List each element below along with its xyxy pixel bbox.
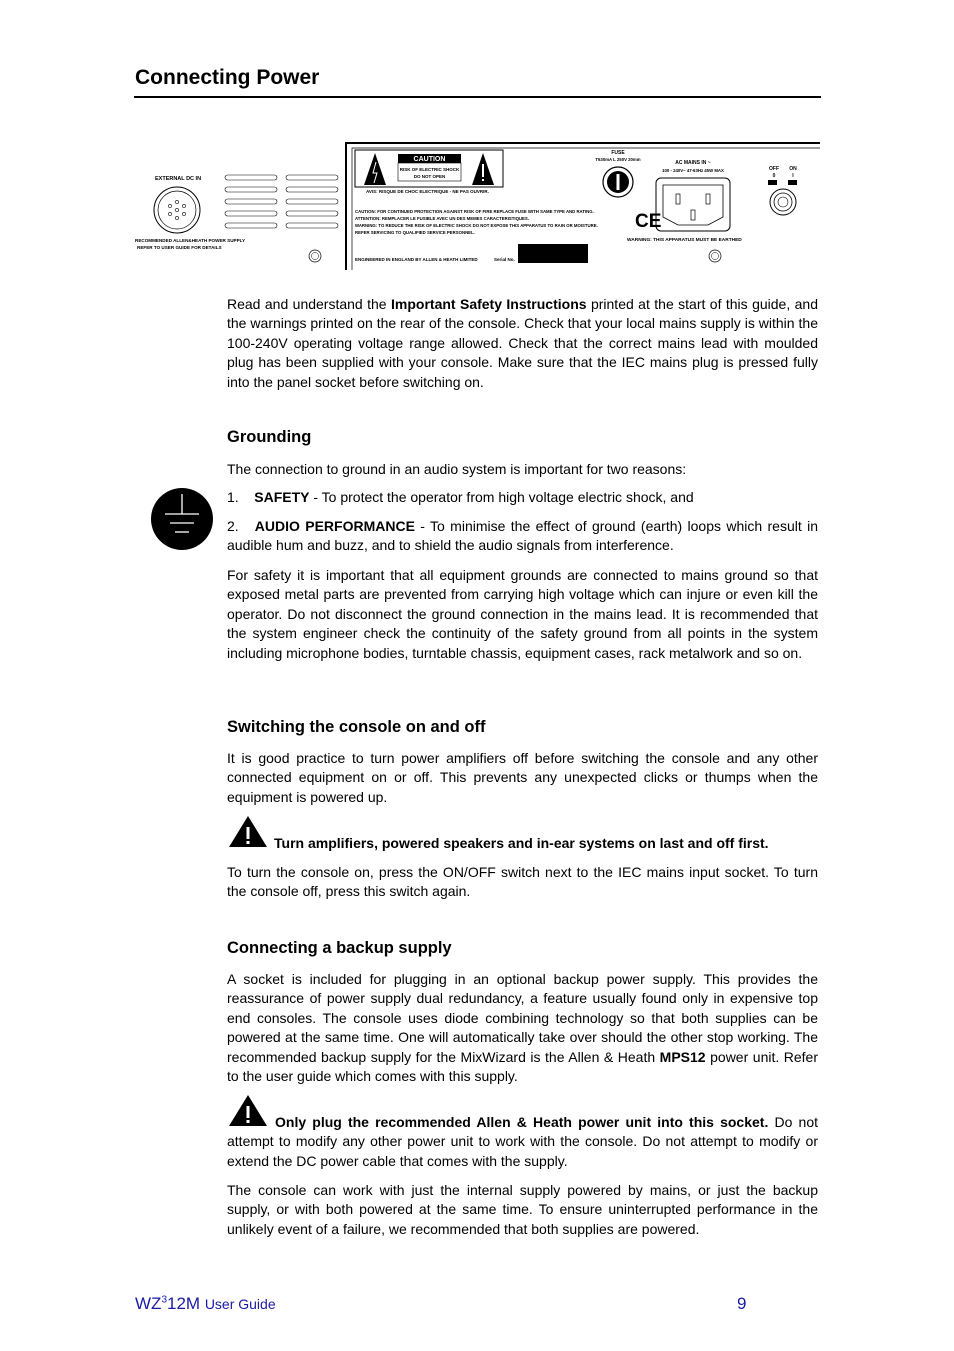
backup-heading: Connecting a backup supply [227, 939, 452, 957]
caution-text-1: CAUTION: FOR CONTINUED PROTECTION AGAINST RISK OF FIRE REPLACE FUSE WITH SAME TYPE AND RATING. [355, 209, 594, 214]
caution-line-2: DO NOT OPEN [413, 174, 446, 179]
caution-text-2: ATTENTION: REMPLACER LE FUSIBLE AVEC UN DES MEMES CARACTERISTIQUES. [355, 216, 529, 221]
page-title: Connecting Power [135, 66, 320, 89]
vent-slots [225, 175, 338, 228]
intro-paragraph [227, 295, 818, 392]
item-2-number: 2. [227, 518, 239, 534]
grounding-item-2 [227, 517, 818, 556]
serial-plate [518, 244, 588, 263]
on-symbol: I [792, 173, 794, 179]
backup-p1-bold: MPS12 [659, 1048, 706, 1065]
grounding-item-1 [227, 488, 818, 507]
ac-spec: 100 - 240V~ 47-63Hz 45W MAX [662, 168, 724, 173]
external-dc-label: EXTERNAL DC IN [155, 176, 202, 182]
ce-mark: CE [635, 211, 662, 232]
footer-model-name: WZ [135, 1294, 162, 1313]
switching-para1-text: It is good practice to turn power amplifiers off before switching the console and any other connected equipment on or off. This prevents any unexpected clicks or thumps when the equipment is powered up. [227, 750, 818, 805]
screw-icon-2 [709, 250, 721, 262]
backup-warning-bold: Only plug the recommended Allen & Heath power unit into this socket. [275, 1114, 769, 1130]
caution-text-4: REFER SERVICING TO QUALIFIED SERVICE PERSONNEL. [355, 230, 475, 235]
grounding-para-text: For safety it is important that all equipment grounds are connected to mains ground so that exposed metal parts are prevented from carrying high voltage which can injure or even kill the operator. Do not disconnect the ground connection in the mains lead. It is recommended that the system engineer check the continuity of the safety ground from all points in the system including microphone bodies, turntable chassis, equipment cases, rack metalwork and so on. [227, 567, 818, 661]
avis-text: AVIS: RISQUE DE CHOC ELECTRIQUE - NE PAS OUVRIR. [366, 189, 489, 194]
screw-icon [309, 250, 321, 262]
off-label: OFF [769, 166, 779, 172]
backup-warning-text: Do not attempt to modify any other power unit to work with the console. Do not attempt to modify or extend the DC power cable that comes with the supply. [227, 1114, 818, 1169]
ac-mains-label: AC MAINS IN ~ [675, 160, 711, 166]
backup-warning [227, 1113, 818, 1171]
backup-p1-text: A socket is included for plugging in an optional backup power supply. This provides the reassurance of power supply dual redundancy, a feature usually found only in expensive top end consoles. The console uses diode combining technology so that both supplies can be powered at the same time. One will automatically take over should the other stop working. The recommended backup supply for the MixWizard is the Allen & Heath [227, 971, 818, 1065]
title-rule [134, 96, 821, 98]
switching-heading: Switching the console on and off [227, 718, 486, 736]
switching-paragraph-2 [227, 863, 818, 902]
item-1-number: 1. [227, 489, 239, 505]
intro-bold: Important Safety Instructions [391, 296, 587, 312]
serial-label: Serial No. [494, 257, 515, 262]
off-symbol: 0 [772, 173, 776, 179]
ground-symbol-icon [150, 487, 214, 551]
on-label: ON [789, 166, 797, 172]
caution-title: CAUTION [413, 156, 446, 163]
earthed-warning: WARNING: THIS APPARATUS MUST BE EARTHED [627, 238, 742, 243]
fuse-label: FUSE [611, 150, 625, 156]
fuse-rating: T630mA L 250V 20mm [595, 157, 641, 162]
switching-para2-text: To turn the console on, press the ON/OFF switch next to the IEC mains input socket. To turn the console off, press this switch again. [227, 864, 818, 900]
footer-model-sup: 3 [161, 1294, 167, 1306]
footer-guide-label: User Guide [204, 1296, 276, 1312]
intro-text-1: Read and understand the [227, 296, 392, 312]
backup-p1-end: power unit. Refer to the user guide which comes with this supply. [227, 1048, 819, 1085]
backup-para3-text: The console can work with just the internal supply powered by mains, or just the backup supply, or with both powered at the same time. To ensure uninterrupted performance in the unlikely event of a failure, we recommended that both supplies are powered. [227, 1182, 818, 1237]
psu-note-2: REFER TO USER GUIDE FOR DETAILS [137, 245, 222, 250]
item-1-bold: SAFETY [254, 489, 310, 505]
caution-text-3: WARNING: TO REDUCE THE RISK OF ELECTRIC SHOCK DO NOT EXPOSE THIS APPARATUS TO RAIN OR MOISTURE. [355, 223, 598, 228]
intro-text-2: printed at the start of this guide, and the warnings printed on the rear of the console. Check that your local mains supply is within the 100-240V operating voltage range allowed. Check that the correct mains lead with moulded plug has been supplied with your console. Make sure that the IEC mains plug is pressed fully into the panel socket before switching on. [227, 296, 819, 390]
grounding-heading: Grounding [227, 428, 312, 446]
item-1-text: - To protect the operator from high voltage electric shock, and [309, 489, 694, 505]
rear-panel-diagram [130, 140, 825, 270]
switching-warning-text: Turn amplifiers, powered speakers and in-ear systems on last and off first. [274, 835, 769, 851]
item-2-text: - To minimise the effect of ground (earth) loops which result in audible hum and buzz, and to shield the audio signals from interference. [227, 518, 818, 554]
grounding-intro [227, 460, 818, 479]
engineered-text: ENGINEERED IN ENGLAND BY ALLEN & HEATH LIMITED [355, 257, 478, 262]
switching-paragraph-1 [227, 749, 818, 807]
psu-note-1: RECOMMENDED ALLEN&HEATH POWER SUPPLY [135, 238, 246, 243]
page-number: 9 [737, 1294, 747, 1313]
footer-model-suffix: 12M [167, 1294, 201, 1313]
backup-paragraph-3 [227, 1181, 818, 1239]
grounding-intro-text: The connection to ground in an audio system is important for two reasons: [227, 461, 687, 477]
footer-model [135, 1294, 276, 1314]
backup-paragraph-1 [227, 970, 818, 1086]
warning-triangle-icon [228, 815, 268, 848]
dc-socket-icon [154, 187, 200, 233]
switching-warning [274, 834, 834, 853]
iec-socket-icon [656, 178, 730, 231]
item-2-bold: AUDIO PERFORMANCE [254, 518, 415, 534]
caution-line-1: RISK OF ELECTRIC SHOCK [399, 167, 460, 172]
grounding-paragraph [227, 566, 818, 663]
